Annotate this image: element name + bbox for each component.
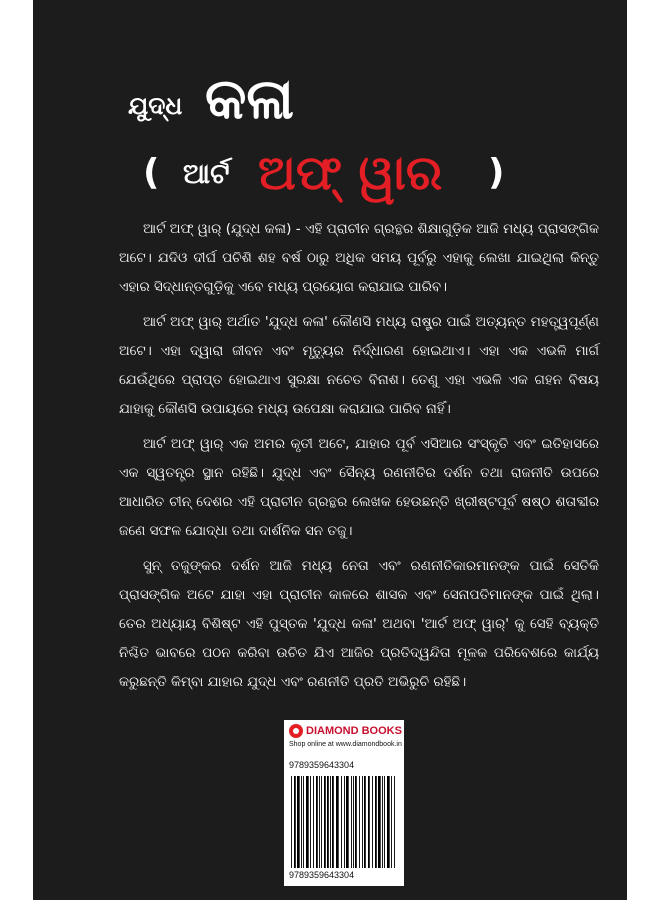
- barcode-bar: [297, 776, 300, 868]
- barcode-bar: [324, 776, 326, 868]
- barcode-bar: [387, 776, 390, 868]
- publisher-tagline: Shop online at www.diamondbook.in: [289, 741, 402, 748]
- barcode-bar: [332, 776, 334, 868]
- barcode-bar: [344, 776, 345, 868]
- barcode-bar: [321, 776, 322, 868]
- blurb-paragraph: ଆର୍ଟ ଅଫ୍ ୱାର୍ ଅର୍ଥାତ 'ଯୁଦ୍ଧ କଳା' କୌଣସି ମଧ୍ୟ ରାଷ୍ଟ୍ର ପାଇଁ ଅତ୍ୟନ୍ତ ମହତ୍ତ୍ୱପୂର୍ଣ୍ଣ ଅଟେ। ଏହା ଦ୍ୱାରା ଜୀବନ ଏବଂ ମୃତ୍ୟୁର ନିର୍ଦ୍ଧାରଣ ହୋଇଥାଏ। ଏହା ଏକ ଏଭଳି ମାର୍ଗ ଯେଉଁଥିରେ ପ୍ରାପ୍ତ ହୋଇଥାଏ ସୁରକ୍ଷା ନଚେତ ବିନାଶ। ତେଣୁ ଏହା ଏଭଳି ଏକ ଗହନ ବିଷୟ ଯାହାକୁ କୌଣସି ଉପାୟରେ ମଧ୍ୟ ଉପେକ୍ଷା କରାଯାଇ ପାରିବ ନାହିଁ।: [119, 314, 599, 417]
- barcode-bar: [294, 776, 296, 868]
- barcode-bar: [384, 776, 385, 868]
- diamond-logo-icon: [289, 724, 303, 738]
- blurb-paragraph: ଆର୍ଟ ଅଫ୍ ୱାର୍ (ଯୁଦ୍ଧ କଳା) - ଏହି ପ୍ରାଚୀନ ଗ୍ରନ୍ଥର ଶିକ୍ଷାଗୁଡ଼ିକ ଆଜି ମଧ୍ୟ ପ୍ରାସଙ୍ଗିକ ଅଟେ। ଯଦିଓ ଦୀର୍ଘ ପଚିଶି ଶହ ବର୍ଷ ଠାରୁ ଅଧିକ ସମୟ ପୂର୍ବରୁ ଏହାକୁ ଲେଖା ଯାଇଥିଲା କିନ୍ତୁ ଏହାର ସିଦ୍ଧାନ୍ତଗୁଡ଼ିକୁ ଏବେ ମଧ୍ୟ ପ୍ରୟୋଗ କରାଯାଇ ପାରିବ।: [119, 221, 599, 295]
- blurb: [119, 215, 599, 703]
- barcode-bar: [375, 776, 377, 868]
- barcode: [289, 776, 399, 868]
- barcode-bar: [368, 776, 370, 868]
- title-word-yuddha: ଯୁଦ୍ଧ: [128, 91, 183, 120]
- close-paren: ): [488, 152, 505, 193]
- barcode-bar: [303, 776, 304, 868]
- barcode-bar: [310, 776, 311, 868]
- title-line-2: [33, 142, 627, 212]
- barcode-bar: [353, 776, 354, 868]
- barcode-bar: [336, 776, 339, 868]
- publisher-brand: [289, 724, 402, 738]
- barcode-bar: [382, 776, 383, 868]
- isbn-bottom: 9789359643304: [289, 870, 355, 880]
- publisher-barcode-box: [284, 720, 404, 886]
- barcode-bar: [301, 776, 302, 868]
- back-cover: [33, 0, 627, 900]
- barcode-bar: [330, 776, 331, 868]
- barcode-bar: [355, 776, 357, 868]
- barcode-bar: [313, 776, 314, 868]
- isbn-top: 9789359643304: [289, 760, 355, 770]
- barcode-bar: [391, 776, 392, 868]
- title-line-1: [33, 60, 627, 140]
- barcode-bar: [378, 776, 381, 868]
- barcode-bar: [362, 776, 363, 868]
- barcode-bar: [316, 776, 318, 868]
- title-word-of-war: ଅଫ୍ ୱାର: [258, 145, 443, 201]
- blurb-paragraph: ସୁନ୍ ତଜୁଙ୍କର ଦର୍ଶନ ଆଜି ମଧ୍ୟ ନେତା ଏବଂ ରଣନୀତିକାରମାନଙ୍କ ପାଇଁ ସେତିକି ପ୍ରାସଙ୍ଗିକ ଅଟେ ଯାହା ଏହା ପ୍ରାଚୀନ କାଳରେ ଶାସକ ଏବଂ ସେନାପତିମାନଙ୍କ ପାଇଁ ଥିଲା। ତେର ଅଧ୍ୟାୟ ବିଶିଷ୍ଟ ଏହି ପୁସ୍ତକ 'ଯୁଦ୍ଧ କଳା' ଅଥବା 'ଆର୍ଟ ଅଫ୍ ୱାର୍' କୁ ସେହି ବ୍ୟକ୍ତି ନିଶ୍ଚିତ ଭାବରେ ପଠନ କରିବା ଉଚିତ ଯିଏ ଆଜିର ପ୍ରତିଦ୍ୱନ୍ଦିତା ମୂଳକ ପରିବେଶରେ କାର୍ଯ୍ୟ କରୁଛନ୍ତି କିମ୍ବା ଯାହାର ଯୁଦ୍ଧ ଏବଂ ରଣନୀତି ପ୍ରତି ଅଭିରୁଚି ରହିଛି।: [119, 558, 599, 690]
- publisher-name: DIAMOND BOOKS: [306, 725, 402, 737]
- barcode-bar: [341, 776, 342, 868]
- barcode-bar: [359, 776, 360, 868]
- title-word-art: ଆର୍ଟ: [183, 157, 230, 190]
- barcode-bar: [319, 776, 320, 868]
- barcode-bar: [291, 776, 292, 868]
- title-word-kala: କଳା: [205, 67, 294, 132]
- blurb-paragraph: ଆର୍ଟ ଅଫ୍ ୱାର୍ ଏକ ଅମର କୃତୀ ଅଟେ, ଯାହାର ପୂର୍ବ ଏସିଆର ସଂସ୍କୃତି ଏବଂ ଇତିହାସରେ ଏକ ସ୍ୱତନ୍ତ୍ର ସ୍ଥାନ ରହିଛି। ଯୁଦ୍ଧ ଏବଂ ସୈନ୍ୟ ରଣନୀତିର ଦର୍ଶନ ତଥା ରାଜନୀତି ଉପରେ ଆଧାରିତ ଚୀନ୍ ଦେଶର ଏହି ପ୍ରାଚୀନ ଗ୍ରନ୍ଥର ଲେଖକ ହେଉଛନ୍ତି ଖ୍ରୀଷ୍ଟପୂର୍ବ ଷଷ୍ଠ ଶତାବ୍ଦୀର ଜଣେ ସଫଳ ଯୋଦ୍ଧା ତଥା ଦାର୍ଶନିକ ସନ ତଜୁ।: [119, 436, 599, 539]
- barcode-bar: [351, 776, 352, 868]
- barcode-bar: [306, 776, 309, 868]
- barcode-bar: [372, 776, 373, 868]
- barcode-bar: [364, 776, 366, 868]
- barcode-bar: [394, 776, 395, 868]
- barcode-bar: [327, 776, 329, 868]
- open-paren: (: [143, 152, 160, 193]
- barcode-bar: [346, 776, 349, 868]
